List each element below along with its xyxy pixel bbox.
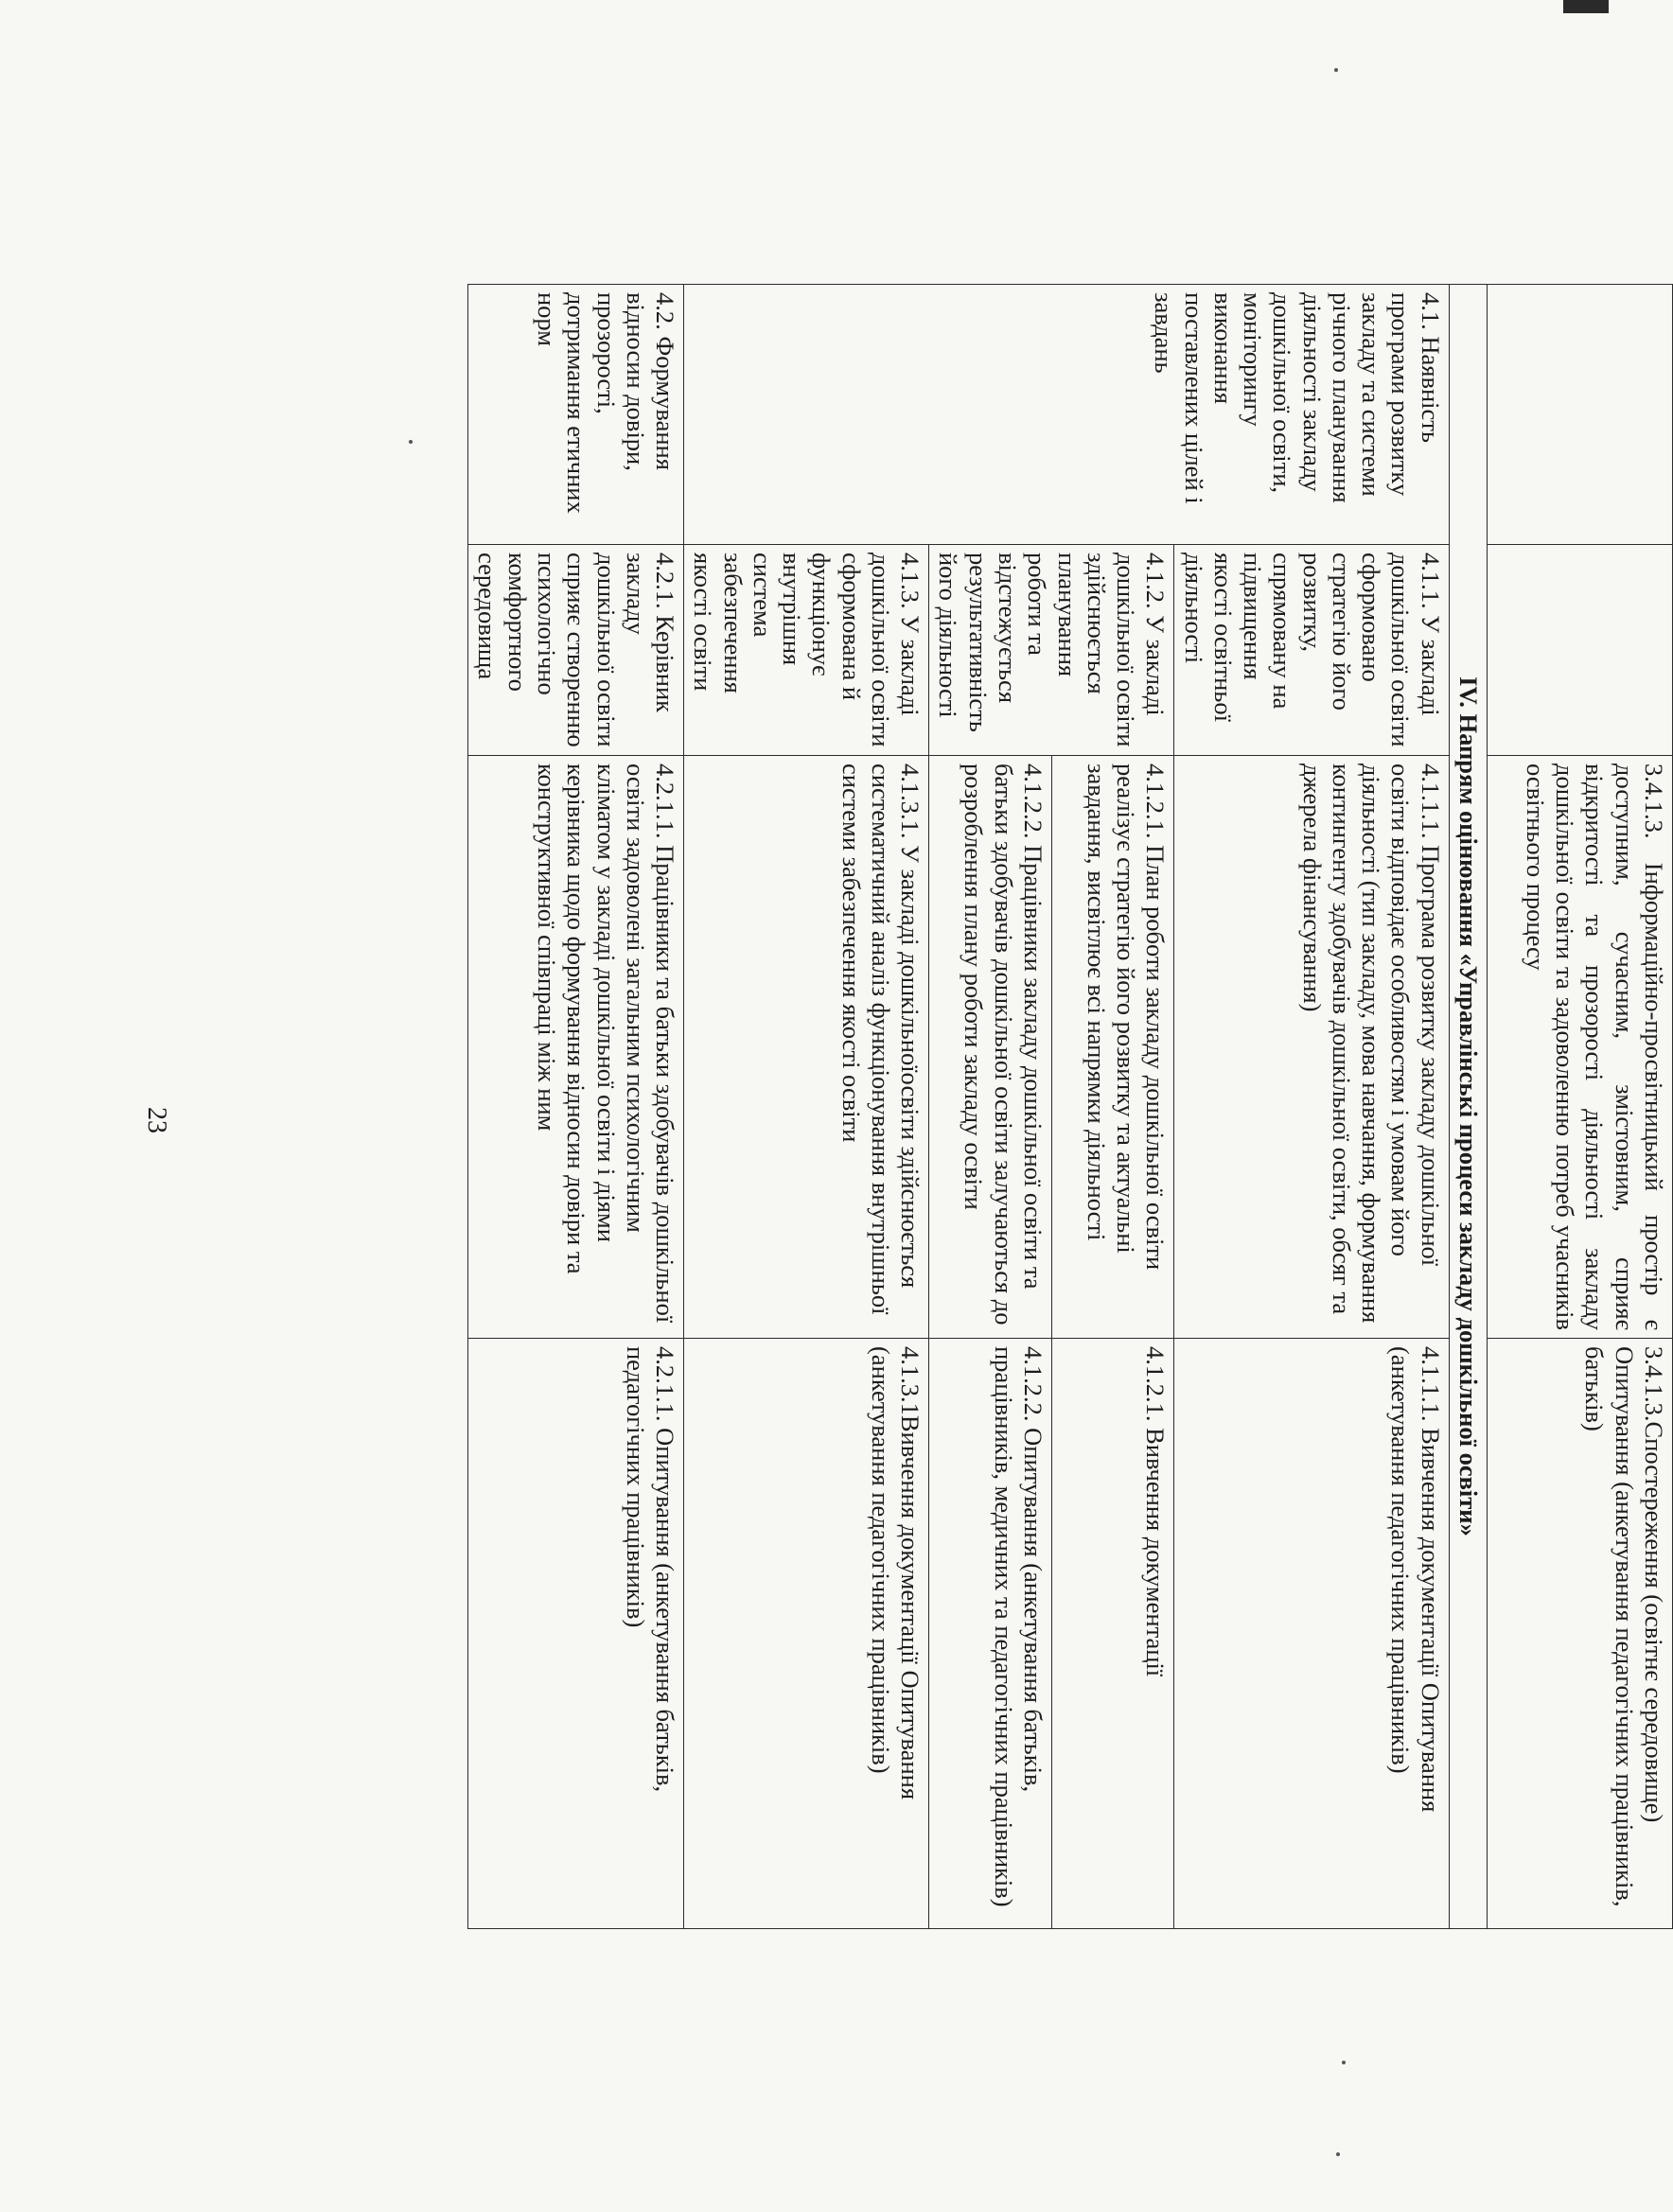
section-heading: IV. Напрям оцінювання «Управлінські процеси закладу дошкільної освіти» bbox=[1449, 285, 1487, 1929]
scan-speck bbox=[1336, 2152, 1340, 2156]
rotated-page-content bbox=[473, 284, 1673, 1928]
criterion-cell: 4.1.2.1. План роботи закладу дошкільної освіти реалізує стратегію його розвитку та актуальні завдання, висвітлює всі напрямки діяльності bbox=[1051, 756, 1174, 1339]
method-cell: 4.1.3.1Вивчення документації Опитування (анкетування педагогічних працівників) bbox=[684, 1339, 929, 1929]
scan-speck bbox=[409, 440, 413, 444]
criterion-cell: 3.4.1.3. Інформаційно-просвітницький простір є доступним, сучасним, змістовним, сприяє відкритості та прозорості діяльності закладу дошкільної освіти та задоволенню потреб учасників освітнього процесу bbox=[1488, 756, 1673, 1339]
requirement-cell: 4.2.1. Керівник закладу дошкільної освіти сприяє створенню психологічно комфортного середовища bbox=[468, 545, 684, 756]
area-cell: 4.2. Формування відносин довіри, прозорості, дотримання етичних норм bbox=[468, 285, 684, 545]
table-row bbox=[1449, 285, 1487, 1929]
method-cell: 3.4.1.3.Спостереження (освітнє середовище) Опитування (анкетування педагогічних працівників, батьків) bbox=[1488, 1339, 1673, 1929]
table-row bbox=[1174, 285, 1449, 1929]
scan-speck bbox=[1342, 2061, 1346, 2064]
table-row bbox=[468, 285, 684, 1929]
criterion-cell: 4.1.2.2. Працівники закладу дошкільної освіти та батьки здобувачів дошкільної освіти залучаються до розроблення плану роботи закладу освіти bbox=[929, 756, 1052, 1339]
method-cell: 4.1.1.1. Вивчення документації Опитування (анкетування педагогічних працівників) bbox=[1174, 1339, 1449, 1929]
method-cell: 4.2.1.1. Опитування (анкетування батьків, педагогічних працівників) bbox=[468, 1339, 684, 1929]
table-row bbox=[1488, 285, 1673, 1929]
scan-speck bbox=[1334, 68, 1338, 72]
scan-corner-mark bbox=[1563, 0, 1609, 13]
evaluation-table bbox=[467, 284, 1673, 1929]
requirement-cell: 4.1.2. У закладі дошкільної освіти здійснюється планування роботи та відстежується результативність його діяльності bbox=[929, 545, 1174, 756]
method-cell: 4.1.2.1. Вивчення документації bbox=[1051, 1339, 1174, 1929]
area-cell-empty bbox=[1488, 285, 1673, 545]
requirement-cell: 4.1.1. У закладі дошкільної освіти сформовано стратегію його розвитку, спрямовану на підвищення якості освітньої діяльності bbox=[1174, 545, 1449, 756]
criterion-cell: 4.1.3.1. У закладі дошкільноїосвіти здійснюється систематичний аналіз функціонування внутрішньої системи забезпечення якості освіти bbox=[684, 756, 929, 1339]
criterion-cell: 4.1.1.1. Програма розвитку закладу дошкільної освіти відповідає особливостям і умовам його діяльності (тип закладу, мова навчання, формування контингенту здобувачів дошкільної освіти, обсяг та джерела фінансування) bbox=[1174, 756, 1449, 1339]
requirement-cell-empty bbox=[1488, 545, 1673, 756]
area-cell: 4.1. Наявність програми розвитку закладу та системи річного планування діяльності закладу дошкільної освіти, моніторингу виконання поставлених цілей і завдань bbox=[684, 285, 1450, 545]
requirement-cell: 4.1.3. У закладі дошкільної освіти сформована й функціонує внутрішня система забезпечення якості освіти bbox=[684, 545, 929, 756]
method-cell: 4.1.2.2. Опитування (анкетування батьків, працівників, медичних та педагогічних працівників) bbox=[929, 1339, 1052, 1929]
page-number: 23 bbox=[142, 1107, 171, 1133]
criterion-cell: 4.2.1.1. Працівники та батьки здобувачів дошкільної освіти задоволені загальним психологічним кліматом у закладі дошкільної освіти і діями керівника щодо формування відносин довіри та конструктивної співпраці між ним bbox=[468, 756, 684, 1339]
